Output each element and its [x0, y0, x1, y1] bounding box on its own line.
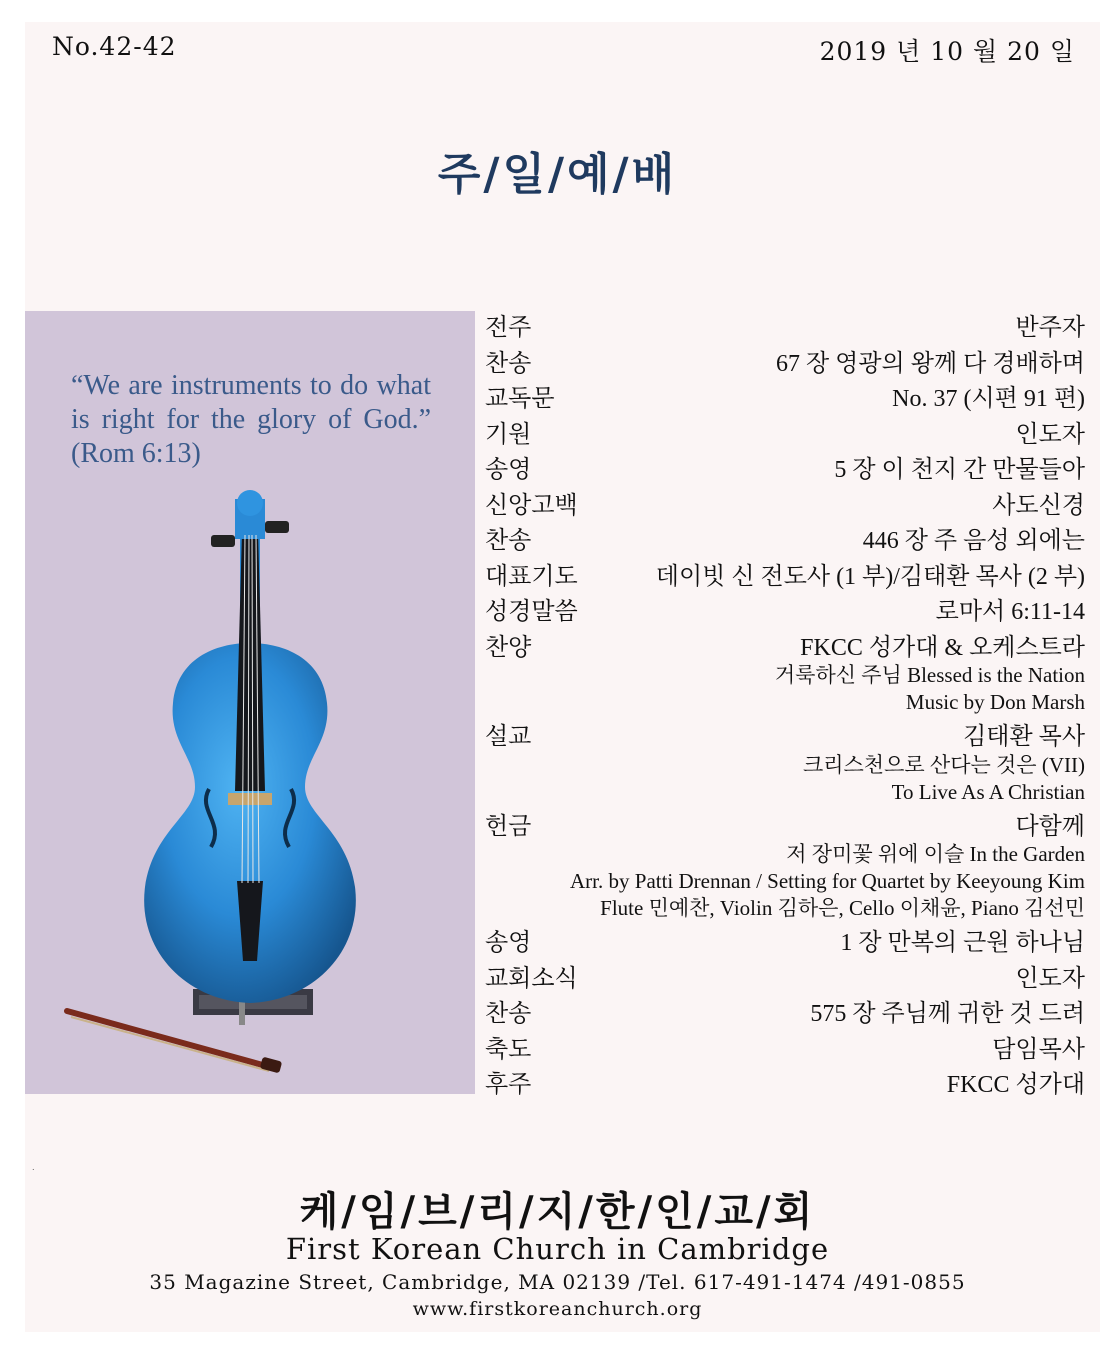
- program-value: 다함께: [1015, 813, 1085, 840]
- bow-illustration: [67, 1011, 282, 1073]
- issue-number: No.42-42: [52, 32, 177, 61]
- program-value: 로마서 6:11-14: [935, 599, 1085, 625]
- program-label: 송영: [485, 457, 532, 483]
- worship-program: [485, 307, 1085, 1100]
- program-item: [485, 307, 1085, 343]
- program-label: 축도: [485, 1036, 532, 1063]
- program-detail: Flute 민예찬, Violin 김하은, Cello 이채윤, Piano 김선민: [600, 896, 1085, 920]
- church-name-english: First Korean Church in Cambridge: [285, 1232, 830, 1266]
- bible-quote: “We are instruments to do what is right for the glory of God.” (Rom 6:13): [71, 370, 431, 469]
- program-label: 후주: [485, 1072, 532, 1098]
- program-label: 송영: [485, 930, 532, 956]
- program-item: [485, 716, 1085, 752]
- program-item: [485, 993, 1085, 1029]
- program-label: 교독문: [485, 386, 555, 412]
- program-detail: 크리스천으로 산다는 것은 (VII): [802, 752, 1085, 777]
- program-item: [485, 627, 1085, 663]
- program-item: [485, 485, 1085, 521]
- program-detail: Arr. by Patti Drennan / Setting for Quartet by Keeyoung Kim: [570, 869, 1085, 893]
- program-item: [485, 591, 1085, 627]
- program-value: 446 장 주 음성 외에는: [862, 528, 1085, 554]
- program-label: 찬송: [485, 350, 532, 377]
- program-label: 교회소식: [485, 965, 578, 992]
- program-item: [485, 1064, 1085, 1100]
- page-title: 주/일/예/배: [437, 149, 678, 200]
- cello-photo: [25, 311, 475, 1094]
- program-label: 기원: [485, 421, 532, 448]
- program-item: [485, 449, 1085, 485]
- program-item: [485, 922, 1085, 958]
- church-website: www.firstkoreanchurch.org: [412, 1298, 703, 1320]
- church-name-korean: 케/임/브/리/지/한/인/교/회: [299, 1188, 816, 1235]
- program-value: 데이빗 신 전도사 (1 부)/김태환 목사 (2 부): [655, 563, 1085, 590]
- program-label: 성경말씀: [485, 599, 578, 625]
- bulletin-date: 2019 년 10 월 20 일: [819, 37, 1075, 66]
- program-item: [485, 414, 1085, 450]
- program-label: 찬양: [485, 634, 532, 661]
- program-detail: 거룩하신 주님 Blessed is the Nation: [774, 663, 1085, 687]
- program-item: [485, 520, 1085, 556]
- program-label: 헌금: [485, 813, 532, 840]
- program-label: 전주: [485, 315, 532, 341]
- church-address: 35 Magazine Street, Cambridge, MA 02139 /Tel. 617-491-1474 /491-0855: [149, 1270, 966, 1294]
- program-value: FKCC 성가대: [946, 1072, 1085, 1098]
- program-item: [485, 378, 1085, 414]
- program-item: [485, 958, 1085, 994]
- program-item: [485, 556, 1085, 592]
- program-label: 설교: [485, 724, 532, 750]
- program-value: No. 37 (시편 91 편): [892, 386, 1085, 412]
- program-value: 인도자: [1015, 421, 1085, 448]
- program-label: 신앙고백: [485, 492, 578, 519]
- program-value: 사도신경: [992, 492, 1085, 519]
- program-value: FKCC 성가대 & 오케스트라: [800, 634, 1085, 661]
- program-label: 찬송: [485, 1001, 532, 1027]
- program-value: 5 장 이 천지 간 만물들아: [834, 457, 1085, 483]
- program-value: 담임목사: [992, 1036, 1085, 1063]
- program-value: 반주자: [1015, 315, 1085, 341]
- program-item: [485, 806, 1085, 842]
- program-item: [485, 1029, 1085, 1065]
- program-value: 김태환 목사: [963, 724, 1085, 750]
- program-value: 575 장 주님께 귀한 것 드려: [810, 1001, 1085, 1027]
- program-label: 대표기도: [485, 563, 578, 590]
- program-value: 67 장 영광의 왕께 다 경배하며: [775, 350, 1085, 377]
- program-detail: 저 장미꽃 위에 이슬 In the Garden: [786, 842, 1085, 866]
- program-value: 인도자: [1015, 965, 1085, 992]
- program-item: [485, 343, 1085, 379]
- program-value: 1 장 만복의 근원 하나님: [840, 930, 1085, 956]
- program-detail: Music by Don Marsh: [905, 690, 1085, 714]
- stray-mark: .: [32, 1163, 35, 1172]
- program-label: 찬송: [485, 528, 532, 554]
- program-detail: To Live As A Christian: [891, 779, 1085, 804]
